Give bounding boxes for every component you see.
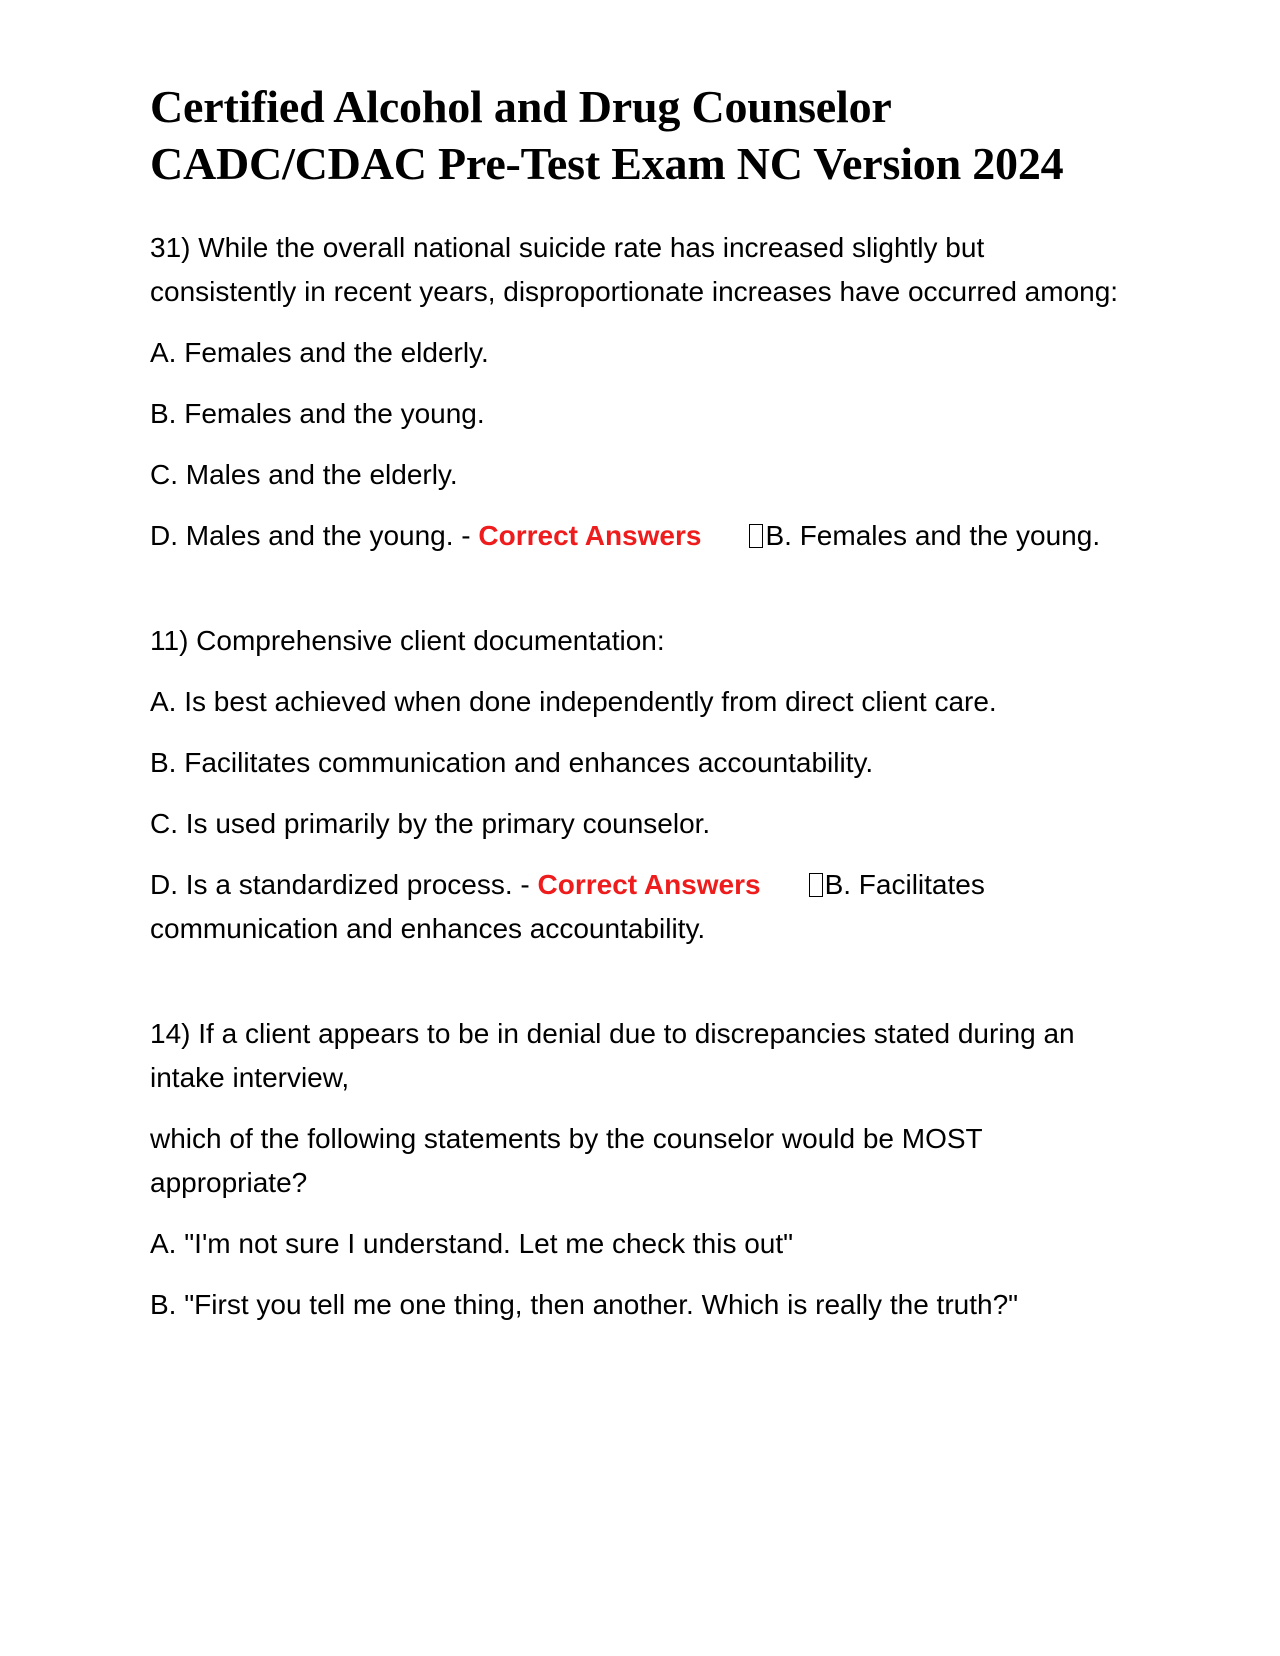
option-c: C. Is used primarily by the primary counselor. (150, 808, 711, 839)
question-11 (150, 619, 1130, 951)
correct-answer-text: B. Facilitates communication and enhances accountability. (150, 869, 985, 944)
spacer (150, 575, 1130, 619)
question-31 (150, 226, 1130, 558)
question-stem-continued: which of the following statements by the counselor would be MOST appropriate? (150, 1123, 983, 1198)
option-a: A. "I'm not sure I understand. Let me check this out" (150, 1228, 794, 1259)
option-b: B. Facilitates communication and enhances accountability. (150, 747, 874, 778)
correct-answers-label: Correct Answers (478, 520, 702, 551)
question-14 (150, 1012, 1130, 1327)
option-b: B. "First you tell me one thing, then another. Which is really the truth?" (150, 1289, 1019, 1320)
correct-answers-label: Correct Answers (537, 869, 761, 900)
option-b: B. Females and the young. (150, 398, 485, 429)
option-c: C. Males and the elderly. (150, 459, 458, 490)
document-title: Certified Alcohol and Drug Counselor CADC/CDAC Pre-Test Exam NC Version 2024 (150, 81, 1064, 189)
missing-glyph-icon (749, 524, 763, 548)
option-a: A. Females and the elderly. (150, 337, 489, 368)
missing-glyph-icon (809, 873, 823, 897)
option-d-with-answer (150, 514, 1130, 558)
option-d: D. Is a standardized process. - (150, 869, 538, 900)
spacer (150, 968, 1130, 1012)
option-a: A. Is best achieved when done independently from direct client care. (150, 686, 997, 717)
question-stem: 31) While the overall national suicide rate has increased slightly but consistently in recent years, disproportionate increases have occurred among: (150, 232, 1119, 307)
correct-answer-text: B. Females and the young. (765, 520, 1101, 551)
document-page (150, 78, 1130, 1344)
question-stem: 11) Comprehensive client documentation: (150, 625, 665, 656)
question-stem: 14) If a client appears to be in denial due to discrepancies stated during an intake interview, (150, 1018, 1075, 1093)
option-d-with-answer (150, 863, 1130, 951)
option-d: D. Males and the young. - (150, 520, 479, 551)
